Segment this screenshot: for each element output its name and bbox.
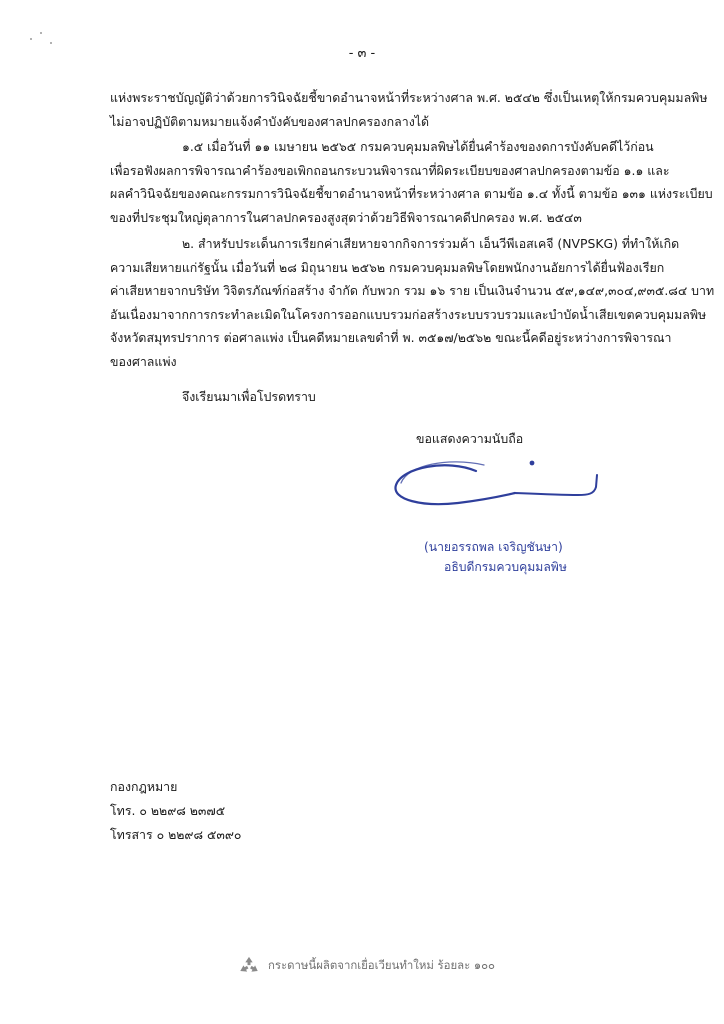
scan-speck: [30, 38, 32, 40]
closing-request: จึงเรียนมาเพื่อโปรดทราบ: [182, 389, 316, 404]
recycle-icon: [238, 955, 260, 977]
paragraph-line: ของที่ประชุมใหญ่ตุลาการในศาลปกครองสูงสุดว่าด้วยวิธีพิจารณาคดีปกครอง พ.ศ. ๒๕๔๓: [110, 209, 582, 225]
recycled-note-text: กระดาษนี้ผลิตจากเยื่อเวียนทำใหม่ ร้อยละ ๑๐๐: [268, 958, 495, 972]
paragraph-line: ไม่อาจปฏิบัติตามหมายแจ้งคำบังคับของศาลปกครองกลางได้: [110, 113, 430, 129]
paragraph-line: ของศาลแพ่ง: [110, 353, 177, 369]
signer-title: อธิบดีกรมควบคุมมลพิษ: [444, 560, 567, 574]
paragraph-line: แห่งพระราชบัญญัติว่าด้วยการวินิจฉัยชี้ขาดอำนาจหน้าที่ระหว่างศาล พ.ศ. ๒๕๔๒ ซึ่งเป็นเหตุให้กรมควบคุมมลพิษ: [110, 90, 708, 105]
paragraph-line: ค่าเสียหายจากบริษัท วิจิตรภัณฑ์ก่อสร้าง จำกัด กับพวก รวม ๑๖ ราย เป็นเงินจำนวน ๕๙,๑๔๙,๓๐๔,๙๓๕.๘๔ บาท: [110, 283, 715, 298]
contact-block: [110, 775, 242, 847]
paragraph-line: อันเนื่องมาจากการกระทำละเมิดในโครงการออกแบบรวมก่อสร้างระบบรวบรวมและบำบัดน้ำเสียเขตควบคุมมลพิษ: [110, 306, 707, 322]
page-number: - ๓ -: [348, 46, 376, 61]
paragraph-item-2: [110, 232, 715, 373]
phone-number: โทร. ๐ ๒๒๙๘ ๒๓๗๕: [110, 803, 226, 818]
signer-name: (นายอรรถพล เจริญชันษา): [424, 540, 563, 554]
paragraph-line: เพื่อรอฟังผลการพิจารณาคำร้องขอเพิกถอนกระบวนพิจารณาที่ผิดระเบียบของศาลปกครองตามข้อ ๑.๑ และ: [110, 162, 670, 178]
scan-speck: [40, 32, 42, 34]
paragraph-line: ความเสียหายแก่รัฐนั้น เมื่อวันที่ ๒๘ มิถุนายน ๒๕๖๒ กรมควบคุมมลพิษโดยพนักงานอัยการได้ยื่นฟ้องเรียก: [110, 259, 665, 275]
recycled-paper-note: [238, 955, 495, 977]
paragraph-intro-continuation: [110, 86, 708, 133]
division-label: กองกฎหมาย: [110, 779, 178, 794]
paragraph-line: ผลคำวินิจฉัยของคณะกรรมการวินิจฉัยชี้ขาดอำนาจหน้าที่ระหว่างศาล ตามข้อ ๑.๔ ทั้งนี้ ตามข้อ ๑๓๑ แห่งระเบียบ: [110, 186, 713, 201]
handwritten-signature: [388, 455, 608, 517]
paragraph-line: ๑.๕ เมื่อวันที่ ๑๑ เมษายน ๒๕๖๕ กรมควบคุมมลพิษได้ยื่นคำร้องของดการบังคับคดีไว้ก่อน: [182, 139, 654, 154]
fax-number: โทรสาร ๐ ๒๒๙๘ ๕๓๙๐: [110, 827, 242, 842]
paragraph-item-1-5: [110, 135, 713, 229]
salutation: ขอแสดงความนับถือ: [416, 431, 524, 446]
paragraph-line: จังหวัดสมุทรปราการ ต่อศาลแพ่ง เป็นคดีหมายเลขดำที่ พ. ๓๕๑๗/๒๕๖๒ ขณะนี้คดีอยู่ระหว่างการพิจารณา: [110, 330, 672, 345]
paragraph-line: ๒. สำหรับประเด็นการเรียกค่าเสียหายจากกิจการร่วมค้า เอ็นวีพีเอสเคจี (NVPSKG) ที่ทำให้เกิด: [182, 236, 680, 251]
